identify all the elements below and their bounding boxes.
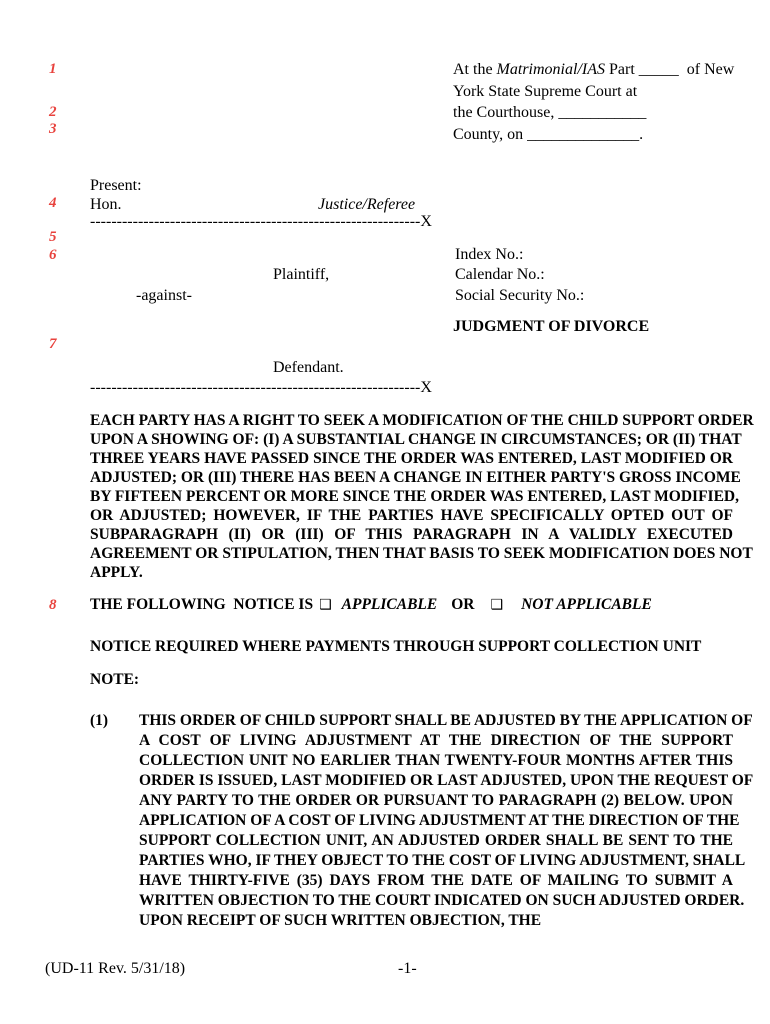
margin-marker-8: 8 [49, 597, 57, 613]
paragraph-line: BY FIFTEEN PERCENT OR MORE SINCE THE ORDER WAS ENTERED, LAST MODIFIED, [90, 488, 739, 505]
court-line-4-county-date-blank: County, on ______________. [453, 125, 644, 143]
paragraph-line: SUBPARAGRAPH (II) OR (III) OF THIS PARAGRAPH IN A VALIDLY EXECUTED [90, 526, 733, 543]
paragraph-line: EACH PARTY HAS A RIGHT TO SEEK A MODIFICATION OF THE CHILD SUPPORT ORDER [90, 412, 754, 429]
index-no-label: Index No.: [455, 246, 524, 263]
court-heading-block [453, 59, 753, 145]
cola-paragraph-number: (1) [90, 712, 109, 729]
paragraph-line: WRITTEN OBJECTION TO THE COURT INDICATED ON SUCH ADJUSTED ORDER. [139, 892, 745, 909]
paragraph-line: APPLY. [90, 564, 143, 581]
modification-notice-paragraph [90, 411, 754, 582]
scu-notice-heading: NOTICE REQUIRED WHERE PAYMENTS THROUGH SUPPORT COLLECTION UNIT [90, 638, 702, 655]
paragraph-line: ADJUSTED; OR (III) THERE HAS BEEN A CHANGE IN EITHER PARTY'S GROSS INCOME [90, 469, 741, 486]
paragraph-line: SUPPORT COLLECTION UNIT, AN ADJUSTED ORDER SHALL BE SENT TO THE [139, 832, 733, 849]
paragraph-line: UPON A SHOWING OF: (I) A SUBSTANTIAL CHANGE IN CIRCUMSTANCES; OR (II) THAT [90, 431, 742, 448]
paragraph-line: AGREEMENT OR STIPULATION, THEN THAT BASIS TO SEEK MODIFICATION DOES NOT [90, 545, 753, 562]
against-label: -against- [136, 287, 192, 304]
paragraph-line: APPLICATION OF A COST OF LIVING ADJUSTMENT AT THE DIRECTION OF THE [139, 812, 740, 829]
paragraph-line: ANY PARTY TO THE ORDER OR PURSUANT TO PARAGRAPH (2) BELOW. UPON [139, 792, 733, 809]
justice-referee-label: Justice/Referee [318, 196, 416, 213]
margin-marker-7: 7 [49, 336, 57, 352]
judgment-of-divorce-title: JUDGMENT OF DIVORCE [453, 318, 650, 335]
defendant-label: Defendant. [273, 359, 344, 376]
not-applicable-checkbox-icon[interactable]: ❑ [490, 597, 504, 613]
or-label: OR [451, 596, 475, 613]
calendar-no-label: Calendar No.: [455, 266, 545, 283]
page-number: -1- [398, 960, 417, 977]
ssn-label: Social Security No.: [455, 287, 585, 304]
applicable-label: APPLICABLE [341, 596, 438, 613]
margin-marker-4: 4 [49, 195, 57, 211]
cola-paragraph-text [139, 711, 754, 931]
matrimonial-ias-italic: Matrimonial/IAS [496, 61, 605, 78]
notice-applicability-line [90, 596, 652, 614]
paragraph-line: COLLECTION UNIT NO EARLIER THAN TWENTY-FOUR MONTHS AFTER THIS [139, 752, 733, 769]
honorific-label: Hon. [90, 196, 122, 213]
present-label: Present: [90, 177, 142, 194]
margin-marker-1: 1 [49, 61, 57, 77]
cola-paragraph [90, 711, 754, 931]
paragraph-line: THIS ORDER OF CHILD SUPPORT SHALL BE ADJUSTED BY THE APPLICATION OF [139, 712, 753, 729]
paragraph-line: UPON RECEIPT OF SUCH WRITTEN OBJECTION, THE [139, 912, 542, 929]
court-line-1-suffix: Part _____ of New [604, 61, 735, 78]
margin-marker-6: 6 [49, 247, 57, 263]
caption-divider-bottom: --------------------------------------------------------------X [90, 379, 432, 396]
caption-divider-top: --------------------------------------------------------------X [90, 213, 432, 230]
paragraph-line: HAVE THIRTY-FIVE (35) DAYS FROM THE DATE OF MAILING TO SUBMIT A [139, 872, 733, 889]
court-line-3-courthouse-blank: the Courthouse, ___________ [453, 104, 647, 121]
plaintiff-label: Plaintiff, [273, 266, 330, 283]
court-line-1 [453, 59, 753, 81]
paragraph-line: THREE YEARS HAVE PASSED SINCE THE ORDER WAS ENTERED, LAST MODIFIED OR [90, 450, 733, 467]
margin-marker-3: 3 [49, 121, 57, 137]
not-applicable-label: NOT APPLICABLE [521, 596, 652, 613]
court-line-2: York State Supreme Court at [453, 82, 638, 100]
notice-prefix-label: THE FOLLOWING NOTICE IS [90, 596, 314, 613]
paragraph-line: A COST OF LIVING ADJUSTMENT AT THE DIRECTION OF THE SUPPORT [139, 732, 733, 749]
note-label: NOTE: [90, 671, 140, 688]
court-line-1-prefix: At the [453, 61, 497, 78]
paragraph-line: ORDER IS ISSUED, LAST MODIFIED OR LAST ADJUSTED, UPON THE REQUEST OF [139, 772, 754, 789]
margin-marker-2: 2 [49, 104, 57, 120]
margin-marker-5: 5 [49, 229, 57, 245]
applicable-checkbox-icon[interactable]: ❑ [319, 597, 332, 613]
paragraph-line: OR ADJUSTED; HOWEVER, IF THE PARTIES HAVE SPECIFICALLY OPTED OUT OF [90, 507, 733, 524]
form-revision-label: (UD-11 Rev. 5/31/18) [45, 960, 186, 977]
paragraph-line: PARTIES WHO, IF THEY OBJECT TO THE COST OF LIVING ADJUSTMENT, SHALL [139, 852, 746, 869]
